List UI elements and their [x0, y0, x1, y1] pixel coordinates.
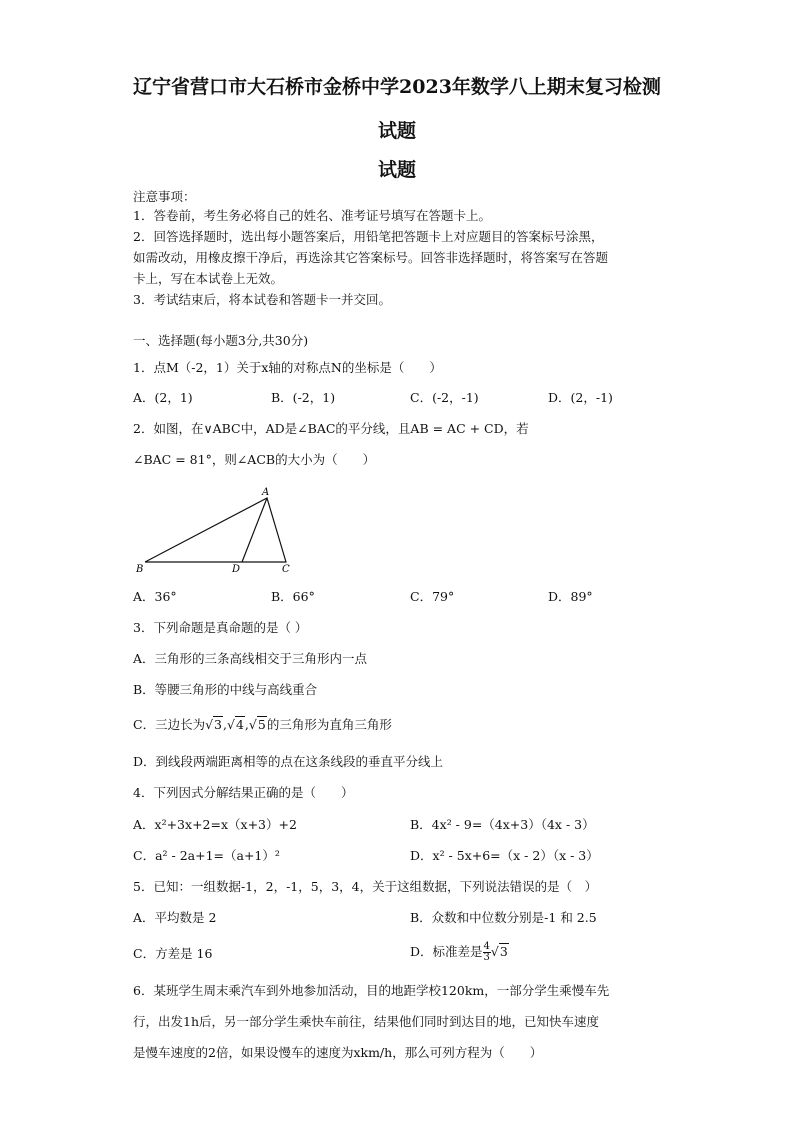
notice-item: 1．答卷前，考生务必将自己的姓名、准考证号填写在答题卡上。 — [133, 208, 491, 223]
question-2-stem-cont: ∠BAC = 81°，则∠ACB的大小为（ ） — [133, 452, 376, 467]
question-1-option-a: A．(2，1) — [133, 390, 193, 405]
page-title: 辽宁省营口市大石桥市金桥中学2023年数学八上期末复习检测 — [133, 76, 661, 98]
notice-item: 如需改动，用橡皮擦干净后，再选涂其它答案标号。回答非选择题时，将答案写在答题 — [133, 250, 609, 265]
triangle-figure — [130, 484, 300, 578]
question-5-stem: 5．已知：一组数据-1，2，-1，5，3，4，关于这组数据，下列说法错误的是（ ） — [133, 879, 598, 894]
section-heading: 一、选择题(每小题3分,共30分) — [133, 333, 309, 348]
question-3-stem: 3．下列命题是真命题的是（ ） — [133, 620, 308, 635]
figure-label-c: C — [282, 564, 290, 575]
question-3-option-c-prefix: C．三边长为 — [133, 717, 206, 732]
notice-item: 3．考试结束后，将本试卷和答题卡一并交回。 — [133, 292, 391, 307]
question-6-line: 行，出发1h后，另一部分学生乘快车前往，结果他们同时到达目的地，已知快车速度 — [133, 1014, 600, 1029]
fraction-numerator: 4 — [483, 941, 490, 952]
question-6-line: 6．某班学生周末乘汽车到外地参加活动，目的地距学校120km，一部分学生乘慢车先 — [133, 983, 610, 998]
sqrt-3: 3 — [499, 944, 508, 959]
question-3-option-a: A．三角形的三条高线相交于三角形内一点 — [133, 651, 368, 666]
page-subtitle-repeat: 试题 — [377, 159, 416, 181]
question-3-option-c: C．三边长为√3,√4,√5的三角形为直角三角形 — [133, 717, 392, 732]
fraction-denominator: 3 — [483, 952, 490, 963]
notice-heading: 注意事项： — [133, 189, 196, 204]
question-4-option-c: C．a² - 2a+1=（a+1）² — [133, 848, 280, 863]
sqrt-5: 5 — [257, 717, 266, 732]
question-2-option-b: B．66° — [271, 589, 315, 604]
question-5-option-c: C．方差是 16 — [133, 946, 213, 961]
figure-label-a: A — [262, 487, 270, 498]
question-4-option-d: D．x² - 5x+6=（x - 2）（x - 3） — [410, 848, 599, 863]
question-5-option-d-prefix: D．标准差是 — [410, 944, 483, 959]
question-5-option-d: D．标准差是 $\frac{4}{3}$ √3 — [410, 941, 508, 963]
notice-item: 卡上，写在本试卷上无效。 — [133, 271, 284, 286]
sqrt-3: 3 — [214, 717, 222, 732]
question-1-option-d: D．(2，-1) — [548, 390, 613, 405]
figure-label-d: D — [232, 564, 241, 575]
question-4-option-a: A．x²+3x+2=x（x+3）+2 — [133, 817, 297, 832]
question-4-stem: 4．下列因式分解结果正确的是（ ） — [133, 785, 354, 800]
question-2-option-d: D．89° — [548, 589, 593, 604]
figure-label-b: B — [136, 564, 144, 575]
question-5-option-b: B．众数和中位数分别是-1 和 2.5 — [410, 910, 597, 925]
question-3-option-c-tail: 的三角形为直角三角形 — [266, 717, 392, 732]
notice-item: 2．回答选择题时，选出每小题答案后，用铅笔把答题卡上对应题目的答案标号涂黑， — [133, 229, 604, 244]
question-1-stem: 1．点M（-2，1）关于x轴的对称点N的坐标是（ ） — [133, 360, 442, 375]
question-2-option-c: C．79° — [410, 589, 455, 604]
question-1-option-c: C．(-2，-1) — [410, 390, 479, 405]
question-5-option-a: A．平均数是 2 — [133, 910, 217, 925]
question-3-option-d: D．到线段两端距离相等的点在这条线段的垂直平分线上 — [133, 754, 444, 769]
question-3-option-b: B．等腰三角形的中线与高线重合 — [133, 682, 318, 697]
sqrt-4: 4 — [235, 717, 244, 732]
question-2-stem: 2．如图，在∨ABC中，AD是∠BAC的平分线，且AB = AC + CD，若 — [133, 421, 529, 436]
question-6-line: 是慢车速度的2倍，如果设慢车的速度为xkm/h，那么可列方程为（ ） — [133, 1045, 543, 1060]
page-subtitle: 试题 — [377, 120, 416, 142]
fraction — [483, 942, 491, 963]
question-2-option-a: A．36° — [133, 589, 177, 604]
question-4-option-b: B．4x² - 9=（4x+3）（4x - 3） — [410, 817, 595, 832]
question-1-option-b: B．(-2，1) — [271, 390, 336, 405]
